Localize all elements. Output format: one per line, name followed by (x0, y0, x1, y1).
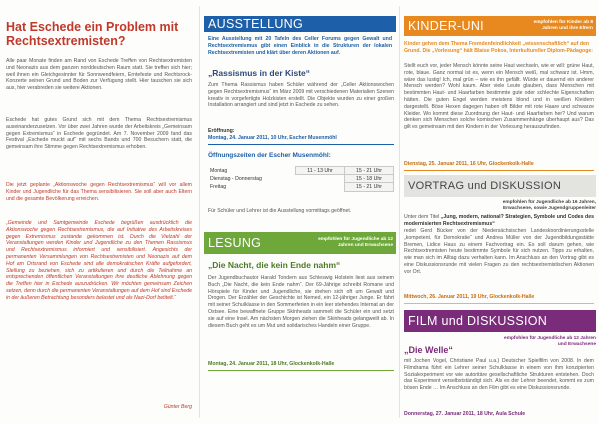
exhibition-reading-column (200, 0, 399, 424)
film-body: mit Jochen Vogel, Christiane Paul u.a.) Deutscher Spielfilm von 2008. In dem Filmdrama führt ein Lehrer seiner Schulklasse in einem von ihm konzipierten Sozialexperiment vor wie autoritäre gesellschaftliche Strukturen entstehen. Doch das Experiment verselbstständigt sich. Als es der Lehrer beendet, kommt es zum bösen Ende … Im Anschluss an den Film gibt es eine Diskussionsrunde. (404, 358, 594, 392)
hours-day: Montag (210, 167, 228, 174)
kinderuni-heading: KINDER-UNI (408, 19, 484, 33)
hours-time (296, 183, 345, 191)
hours-day: Dienstag - Donnerstag (210, 175, 262, 182)
intro-paragraph-3: Die jetzt geplante „Aktionswoche gegen Rechtsextremismus“ will vor allem Kinder und Jugendliche für das Thema sensibilisieren. Sie soll aber auch Eltern und die gesamte Bevölkerung erreichen. (6, 182, 192, 202)
lesung-audience: empfohlen für Jugendliche ab 12 Jahren und Erwachsene (318, 237, 393, 248)
film-subtitle: „Die Welle“ (404, 345, 453, 355)
intro-title: Hat Eschede ein Problem mit Rechtsextremisten? (6, 20, 179, 48)
film-audience: empfohlen für Jugendliche ab 12 Jahren und Erwachsene (504, 336, 596, 347)
ausstellung-body: Zum Thema Rassismus haben Schüler während der „Celler Aktionswochen gegen Rechtsextremismus“ im März 2009 mit verschiedenen Materialien Szenen kreativ in vorgefertigte Holzkisten erstellt. Die Objekte wurden zu einer großen Installation arrangiert und sind jetzt in Eschede zu sehen. (208, 82, 394, 109)
vortrag-header (404, 175, 596, 197)
film-header (404, 310, 596, 332)
hours-time: 15 - 18 Uhr (345, 175, 394, 183)
hours-row (208, 175, 394, 183)
ausstellung-header (204, 16, 396, 32)
kinderuni-lead: Kinder gehen dem Thema Fremdenfeindlichkeit „wissenschaftlich“ auf den Grund. Die „Vorlesung“ hält Blaise Pokos, Interkultureller Diplom-Pädagoge: (404, 41, 593, 54)
ausstellung-subtitle: „Rassismus in der Kiste“ (208, 68, 311, 78)
intro-column (0, 0, 199, 424)
intro-paragraph-2: Eschede hat gutes Grund sich mit dem Thema Rechtsextremismus auseinanderzusetzen. Vor über zwei Jahren wurde der Arbeitskreis „Gemeinsam gegen Extremismus“ in Eschede gegründet. Am 7. November 2009 fand das Festival „Eschede muckt auf“ mit sechs Bands und 700 Besuchern statt, die gemeinsam ihre Stimme gegen Rechtsextremismus erhoben. (6, 117, 192, 151)
mayor-quote: „Gemeinde und Samtgemeinde Eschede begrüßen ausdrücklich die Aktionswoche gegen Rechtsextremismus, die auf Initiative des Arbeitskreises gegen Extremismus zustande gekommen ist. Durch die Vielzahl der Veranstaltungen werden Kinder und Jugendliche zu den Themen Rassismus und Rechtsextremismus informiert und sensibilisiert. Angesichts der permanenten Versammlungen von Rechtsextremisten und Neonazis auf dem Hof am Ortsrand von Eschede sind alle demokratischen Kräfte aufgefordert, Stellung zu beziehen, sich zu artikulieren und durch die Teilnahme an entsprechenden öffentlichen Veranstaltungen ihre deutliche Ablehnung gegen die Treffen hier in Eschede auszudrücken. Wir möchten gemeinsam Zeichen setzen, denn durch die permanenten Veranstaltungen auf dem Hof sind Eschede in der äußeren Betrachtung besonders belastet und als Nazi-Dorf betitelt.“ (6, 220, 192, 301)
kinderuni-date: Dienstag, 25. Januar 2011, 16 Uhr, Glockenkolk-Halle (404, 161, 534, 167)
hours-time: 15 - 21 Uhr (345, 167, 394, 175)
date-rule (208, 370, 394, 371)
ausstellung-heading: AUSSTELLUNG (208, 17, 303, 31)
school-note: Für Schüler und Lehrer ist die Ausstellung vormittags geöffnet. (208, 208, 352, 214)
events-column (400, 0, 599, 424)
kinderuni-header (404, 16, 596, 36)
hours-time (296, 175, 345, 183)
vortrag-body: redet Gerd Bücker von der Niedersächsischen Landeskoordinierungsstelle „kompetent. für Demokratie“ und Andrea Müller von der Jugendbildungsstätte Bremen, Lidice Haus zu einem Fachvortrag ein. Es soll darum gehen, wie Rechtsextremisten heute bestimmte Symbole für sich nutzen. Tipps zu erhalten, wie man sich im Alltag dazu verhalten kann. Im Anschluss an den Vortrag gibt es eine Diskussionsrunde mit vielen Fragen zu den rechtsextremistischen Aktionen vor Ort. (404, 228, 594, 275)
hours-day: Freitag (210, 183, 227, 190)
opening-hours-title: Öffnungszeiten der Escher Musenmöhl: (208, 152, 331, 159)
lesung-body: Der Jugendbuchautor Harald Tondern aus Schleswig Holstein liest aus seinem Buch „Die Nacht, die kein Ende nahm“. Der 69-Jährige schreibt Romane und Hörspiele für Kinder und Jugendliche, sie drehen sich oft um Gewalt und Drogen. Der Erzähler der Geschichte ist Nemed, ein 12-jähriger Junge. Er fährt mit seiner Schulklasse in den Sommerferien in ein leer stehendes Internat an der Ostsee. Eine bewaffnete Gruppe Skinheads sammelt die Schüler ein und setzt sie auf eine Insel. Am nächsten Morgen ziehen die Skinheads gelangweilt ab. In diesem Buch geht es um Mut und solidarisches Handeln einer Gruppe. (208, 275, 394, 329)
film-heading: FILM und DISKUSSION (408, 314, 548, 328)
lesung-date: Montag, 24. Januar 2011, 18 Uhr, Glockenkolk-Halle (208, 361, 335, 367)
kinderuni-body: Stellt euch vor, jeder Mensch könnte seine Haut wechseln, wie er will: grüne Haut, rote, blaue. Ganz normal ist es, wenn ein Mensch weiß, mal schwarz ist. Hmm, wäre das lustig! Ich, mal grün – wie es ihn gefällt. Würde er dauernd ein anderer Mensch werden? Wohl kaum. Aber viele Leute glauben, dass Menschen mit bestimmten Haut- und Haarfarben bestimmte gute oder schlechte Eigenschaften hätten. Die guten Engel werden meistens blond und in weißen Kleidern dargestellt. Böse Hexen dagegen haben oft Bilder mit rote Haare und schwarze Kleider. Wo kommt diese Zuordnung der Haut- und Haarfarben her? Und warum denken sich Menschen solche komischen Zusammenhänge überhaupt aus? Das gilt es gemeinsam mit den Kindern in der Vorlesung herauszufinden. (404, 63, 594, 131)
lesung-subtitle: „Die Nacht, die kein Ende nahm“ (208, 260, 341, 270)
lesung-header (204, 232, 396, 254)
opening-label: Eröffnung: (208, 128, 235, 134)
hours-time: 15 - 21 Uhr (345, 183, 394, 191)
lesung-heading: LESUNG (208, 236, 262, 250)
date-rule (208, 144, 394, 145)
date-rule (404, 303, 594, 304)
date-rule (404, 170, 594, 171)
intro-paragraph-1: Alle paar Monate finden am Rand von Eschede Treffen von Rechtsextremisten und Neonazis aus dem ganzen norddeutschen Raum statt. Sie treffen sich hier; weil ihnen ein Gleichgesinnter für Sonnwendfeiern, Erntefeste und Rechtsrock-Konzerte seinen Grund und Boden zur Verfügung stellt. Hier tauschen sie sich aus, hier verabreden sie weitere Aktionen. (6, 58, 192, 92)
film-date: Donnerstag, 27. Januar 2011, 18 Uhr, Aula Schule (404, 411, 526, 417)
vortrag-audience: empfohlen für Jugendliche ab 16 Jahren, Erwachsene, sowie Jugendgruppenleiter (502, 200, 596, 211)
vortrag-lead (404, 214, 594, 228)
hours-row (208, 167, 394, 175)
hours-row (208, 183, 394, 191)
vortrag-lead-title: „Jung, modern, national? Strategien, Symbole und Codes des modernisierten Rechtsextremismus“ (404, 214, 594, 227)
opening-hours-table (208, 166, 394, 192)
ausstellung-lead: Eine Ausstellung mit 20 Tafeln des Celler Forums gegen Gewalt und Rechtsextremismus gibt einen Einblick in die Strukturen der lokalen Rechtsextremisten und klärt über deren Aktionen auf. (208, 36, 392, 56)
vortrag-date: Mittwoch, 26. Januar 2011, 19 Uhr, Glockenkolk-Halle (404, 294, 535, 300)
quote-signature: Günter Berg (163, 404, 192, 410)
hours-time: 11 - 13 Uhr (296, 167, 345, 175)
vortrag-heading: VORTRAG und DISKUSSION (408, 180, 562, 192)
kinderuni-audience: empfohlen für Kinder ab 8 Jahren und ihre Eltern (533, 20, 593, 31)
opening-date: Montag, 24. Januar 2011, 10 Uhr, Escher Musenmöhl (208, 135, 337, 141)
vortrag-lead-prefix: Unter dem Titel (404, 214, 440, 220)
